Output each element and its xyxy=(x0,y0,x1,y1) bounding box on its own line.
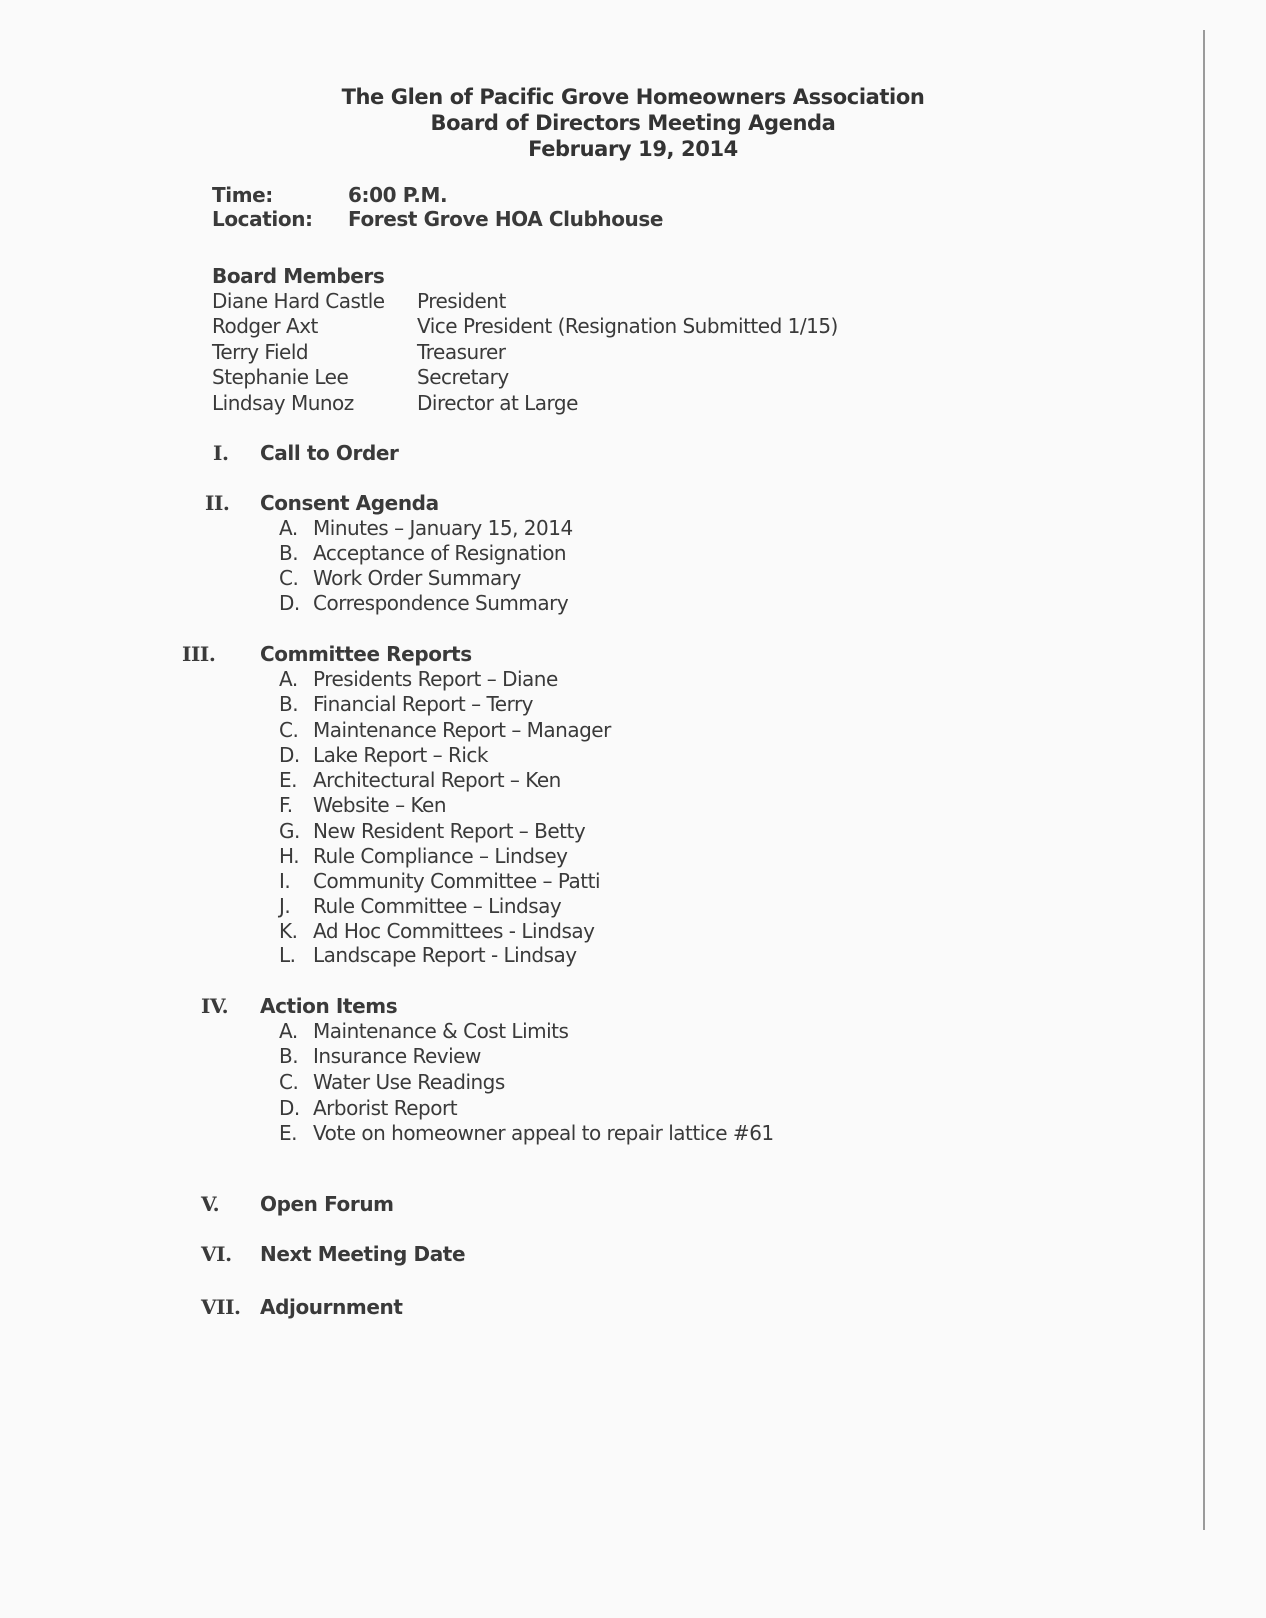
agenda-item xyxy=(279,919,594,943)
section-title: Adjournment xyxy=(260,1295,403,1319)
board-member-row xyxy=(212,340,506,364)
item-letter: L. xyxy=(279,943,296,967)
member-name: Stephanie Lee xyxy=(212,365,349,389)
item-text: Architectural Report – Ken xyxy=(313,768,561,792)
item-letter: I. xyxy=(279,869,291,893)
board-member-row xyxy=(212,391,578,415)
item-letter: K. xyxy=(279,919,298,943)
section-number: III. xyxy=(182,642,216,666)
document-header xyxy=(0,84,1266,162)
item-letter: J. xyxy=(279,894,291,918)
member-role: Director at Large xyxy=(417,391,578,415)
board-members-heading: Board Members xyxy=(212,264,385,288)
section-title: Next Meeting Date xyxy=(260,1242,466,1266)
agenda-item xyxy=(279,793,446,817)
item-text: Lake Report – Rick xyxy=(313,743,488,767)
item-text: Landscape Report - Lindsay xyxy=(313,943,577,967)
item-letter: B. xyxy=(279,541,299,565)
item-text: Insurance Review xyxy=(313,1044,481,1068)
item-letter: D. xyxy=(279,591,300,615)
item-text: Water Use Readings xyxy=(313,1070,505,1094)
item-letter: D. xyxy=(279,1096,300,1120)
item-text: Website – Ken xyxy=(313,793,447,817)
agenda-item xyxy=(279,743,488,767)
agenda-item xyxy=(279,692,533,716)
member-name: Diane Hard Castle xyxy=(212,289,385,313)
item-letter: F. xyxy=(279,793,293,817)
time-label: Time: xyxy=(212,183,273,207)
section-number: IV. xyxy=(201,994,229,1018)
section-number: VII. xyxy=(201,1295,241,1319)
agenda-item xyxy=(279,1070,505,1094)
location-label: Location: xyxy=(212,207,313,231)
member-name: Rodger Axt xyxy=(212,314,318,338)
item-text: Community Committee – Patti xyxy=(313,869,600,893)
section-title: Open Forum xyxy=(260,1192,394,1216)
location-value: Forest Grove HOA Clubhouse xyxy=(348,207,664,231)
meeting-date: February 19, 2014 xyxy=(528,137,738,161)
item-text: Arborist Report xyxy=(313,1096,458,1120)
board-member-row xyxy=(212,289,506,313)
board-member-row xyxy=(212,365,509,389)
agenda-item xyxy=(279,667,558,691)
agenda-item xyxy=(279,894,561,918)
item-text: Maintenance Report – Manager xyxy=(313,718,611,742)
member-role: Secretary xyxy=(417,365,509,389)
item-text: Vote on homeowner appeal to repair lattice #61 xyxy=(313,1121,774,1145)
agenda-item xyxy=(279,1096,457,1120)
agenda-item xyxy=(279,768,561,792)
agenda-item xyxy=(279,566,521,590)
item-text: Minutes – January 15, 2014 xyxy=(313,516,573,540)
member-name: Terry Field xyxy=(212,340,309,364)
association-name: The Glen of Pacific Grove Homeowners Association xyxy=(341,85,925,109)
agenda-item xyxy=(279,1121,774,1145)
agenda-item xyxy=(279,844,567,868)
agenda-item xyxy=(279,1044,481,1068)
item-letter: H. xyxy=(279,844,300,868)
section-number: II. xyxy=(205,491,230,515)
item-letter: G. xyxy=(279,819,300,843)
item-text: Financial Report – Terry xyxy=(313,692,534,716)
section-title: Call to Order xyxy=(260,441,399,465)
item-text: Presidents Report – Diane xyxy=(313,667,558,691)
item-letter: C. xyxy=(279,718,299,742)
agenda-item xyxy=(279,591,568,615)
section-number: V. xyxy=(201,1192,220,1216)
agenda-title: Board of Directors Meeting Agenda xyxy=(430,111,836,135)
item-letter: E. xyxy=(279,1121,297,1145)
agenda-item xyxy=(279,869,600,893)
member-role: Vice President (Resignation Submitted 1/15) xyxy=(417,314,838,338)
item-letter: A. xyxy=(279,667,298,691)
board-member-row xyxy=(212,314,838,338)
item-text: Ad Hoc Committees - Lindsay xyxy=(313,919,595,943)
item-letter: E. xyxy=(279,768,297,792)
location-row xyxy=(212,207,663,231)
member-role: Treasurer xyxy=(417,340,506,364)
agenda-item xyxy=(279,943,577,967)
agenda-item xyxy=(279,718,611,742)
member-name: Lindsay Munoz xyxy=(212,391,354,415)
item-letter: D. xyxy=(279,743,300,767)
section-title: Committee Reports xyxy=(260,642,472,666)
section-title: Consent Agenda xyxy=(260,491,439,515)
item-text: Rule Compliance – Lindsey xyxy=(313,844,568,868)
item-letter: A. xyxy=(279,1019,298,1043)
agenda-item xyxy=(279,819,585,843)
time-value: 6:00 P.M. xyxy=(348,183,448,207)
agenda-item xyxy=(279,541,566,565)
item-text: Maintenance & Cost Limits xyxy=(313,1019,569,1043)
item-text: Rule Committee – Lindsay xyxy=(313,894,562,918)
section-title: Action Items xyxy=(260,994,398,1018)
time-row xyxy=(212,183,447,207)
agenda-item xyxy=(279,516,573,540)
item-text: Acceptance of Resignation xyxy=(313,541,567,565)
item-text: Correspondence Summary xyxy=(313,591,569,615)
item-letter: B. xyxy=(279,692,299,716)
agenda-item xyxy=(279,1019,568,1043)
member-role: President xyxy=(417,289,506,313)
item-letter: B. xyxy=(279,1044,299,1068)
item-letter: A. xyxy=(279,516,298,540)
scan-edge-line xyxy=(1203,30,1205,1530)
item-text: Work Order Summary xyxy=(313,566,521,590)
item-letter: C. xyxy=(279,566,299,590)
section-number: I. xyxy=(213,441,229,465)
section-number: VI. xyxy=(201,1242,232,1266)
item-text: New Resident Report – Betty xyxy=(313,819,586,843)
item-letter: C. xyxy=(279,1070,299,1094)
